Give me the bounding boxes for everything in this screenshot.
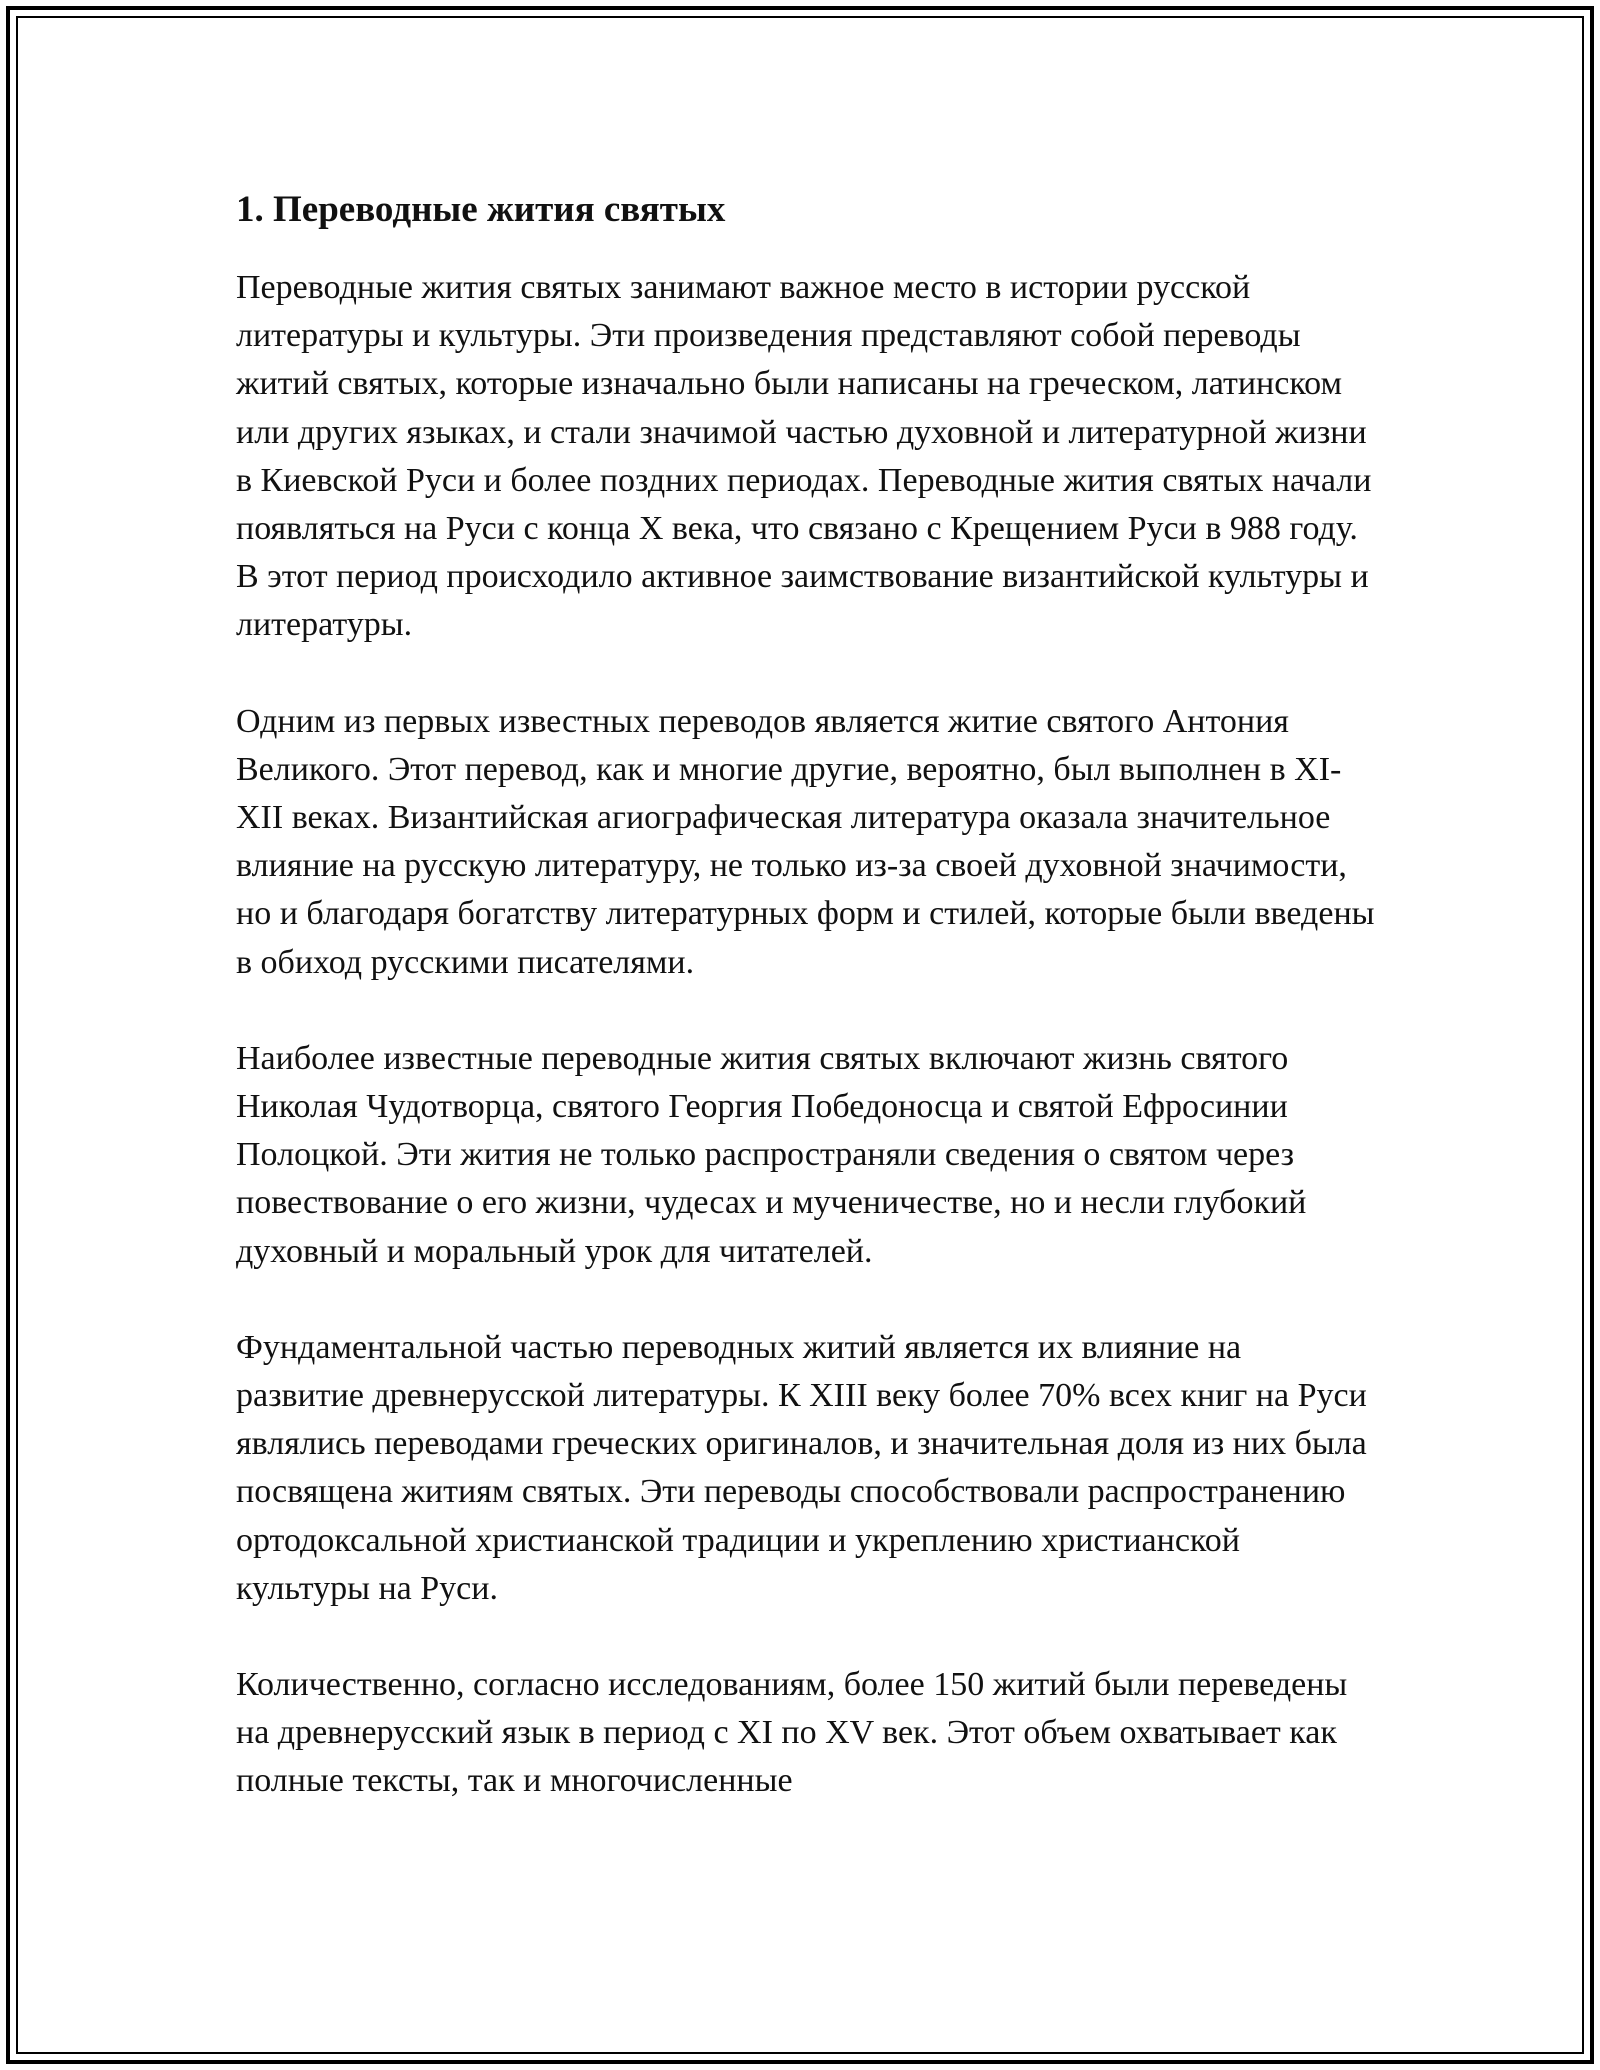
paragraph-5: Количественно, согласно исследованиям, более 150 житий были переведены на древнерусский язык в период с XI по XV век. Этот объем охватывает как полные тексты, так и многочисленные bbox=[236, 1666, 1348, 1800]
document-body bbox=[236, 186, 1376, 1854]
paragraph-1: Переводные жития святых занимают важное место в истории русской литературы и культуры. Эти произведения представляют собой переводы житий святых, которые изначально были написаны на греческом, латинском или других языках, и стали значимой частью духовной и литературной жизни в Киевской Руси и более поздних периодах. Переводные жития святых начали появляться на Руси с конца X века, что связано с Крещением Руси в 988 году. В этот период происходило активное заимствование византийской культуры и литературы. bbox=[236, 269, 1372, 644]
paragraph-4: Фундаментальной частью переводных житий является их влияние на развитие древнерусской литературы. К XIII веку более 70% всех книг на Руси являлись переводами греческих оригиналов, и значительная доля из них была посвящена житиям святых. Эти переводы способствовали распространению ортодоксальной христианской традиции и укреплению христианской культуры на Руси. bbox=[236, 1328, 1367, 1607]
section-heading: 1. Переводные жития святых bbox=[236, 189, 726, 230]
paragraph-3: Наиболее известные переводные жития святых включают жизнь святого Николая Чудотворца, святого Георгия Победоносца и святой Ефросинии Полоцкой. Эти жития не только распространяли сведения о святом через повествование о его жизни, чудесах и мученичестве, но и несли глубокий духовный и моральный урок для читателей. bbox=[236, 1039, 1307, 1270]
paragraph-2: Одним из первых известных переводов является житие святого Антония Великого. Этот перевод, как и многие другие, вероятно, был выполнен в XI-XII веках. Византийская агиографическая литература оказала значительное влияние на русскую литературу, не только из-за своей духовной значимости, но и благодаря богатству литературных форм и стилей, которые были введены в обиход русскими писателями. bbox=[236, 702, 1375, 981]
